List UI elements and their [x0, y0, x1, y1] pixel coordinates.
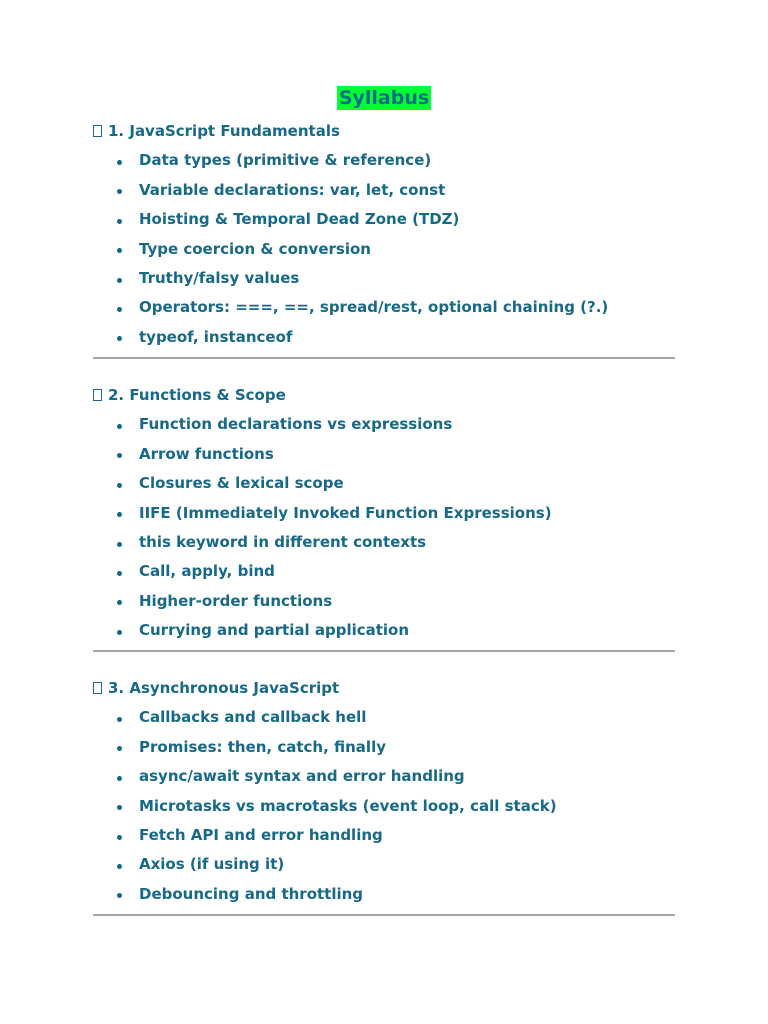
bullet-icon	[117, 600, 122, 605]
section-heading-label: 1. JavaScript Fundamentals	[108, 122, 340, 140]
section-heading	[93, 679, 675, 697]
missing-glyph-box-icon	[93, 389, 102, 401]
list-item	[93, 756, 675, 785]
list-item	[93, 316, 675, 345]
bullet-icon	[117, 630, 122, 635]
section-divider	[93, 914, 675, 916]
bullet-icon	[117, 893, 122, 898]
list-item	[93, 522, 675, 551]
title-wrap	[0, 86, 768, 110]
list-item-text: Data types (primitive & reference)	[139, 151, 432, 170]
list-item-text: typeof, instanceof	[139, 327, 293, 346]
item-list	[93, 140, 675, 346]
bullet-icon	[117, 746, 122, 751]
section-heading	[93, 122, 675, 140]
bullet-icon	[117, 864, 122, 869]
section-functions-scope	[93, 386, 675, 639]
section-heading-label: 2. Functions & Scope	[108, 386, 286, 404]
list-item-text: Axios (if using it)	[139, 855, 285, 874]
list-item-text: async/await syntax and error handling	[139, 767, 465, 786]
bullet-icon	[117, 307, 122, 312]
section-heading	[93, 386, 675, 404]
list-item-text: Microtasks vs macrotasks (event loop, call stack)	[139, 796, 557, 815]
list-item-text: Promises: then, catch, finally	[139, 737, 386, 756]
bullet-icon	[117, 219, 122, 224]
list-item	[93, 551, 675, 580]
bullet-icon	[117, 542, 122, 547]
section-javascript-fundamentals	[93, 122, 675, 346]
list-item-text: Closures & lexical scope	[139, 474, 344, 493]
list-item-text: Fetch API and error handling	[139, 825, 383, 844]
bullet-icon	[117, 776, 122, 781]
list-item-text: Variable declarations: var, let, const	[139, 180, 446, 199]
list-item-text: Operators: ===, ==, spread/rest, optional chaining (?.)	[139, 298, 609, 317]
bullet-icon	[117, 835, 122, 840]
bullet-icon	[117, 512, 122, 517]
list-item-text: Debouncing and throttling	[139, 884, 364, 903]
bullet-icon	[117, 278, 122, 283]
list-item-text: IIFE (Immediately Invoked Function Expressions)	[139, 503, 552, 522]
list-item-text: Call, apply, bind	[139, 562, 275, 581]
list-item	[93, 785, 675, 814]
bullet-icon	[117, 248, 122, 253]
bullet-icon	[117, 453, 122, 458]
list-item-text: Hoisting & Temporal Dead Zone (TDZ)	[139, 210, 460, 229]
list-item	[93, 726, 675, 755]
list-item-text: Truthy/falsy values	[139, 268, 300, 287]
missing-glyph-box-icon	[93, 682, 102, 694]
list-item	[93, 433, 675, 462]
list-item-text: Type coercion & conversion	[139, 239, 371, 258]
item-list	[93, 404, 675, 639]
list-item	[93, 815, 675, 844]
bullet-icon	[117, 571, 122, 576]
section-divider	[93, 357, 675, 359]
list-item-text: this keyword in different contexts	[139, 532, 427, 551]
list-item	[93, 140, 675, 169]
list-item	[93, 463, 675, 492]
bullet-icon	[117, 483, 122, 488]
bullet-icon	[117, 336, 122, 341]
list-item	[93, 492, 675, 521]
list-item	[93, 199, 675, 228]
list-item-text: Currying and partial application	[139, 621, 410, 640]
section-divider	[93, 650, 675, 652]
list-item	[93, 287, 675, 316]
list-item	[93, 404, 675, 433]
list-item	[93, 873, 675, 902]
missing-glyph-box-icon	[93, 125, 102, 137]
item-list	[93, 697, 675, 903]
list-item	[93, 580, 675, 609]
bullet-icon	[117, 189, 122, 194]
section-heading-label: 3. Asynchronous JavaScript	[108, 679, 340, 697]
list-item	[93, 169, 675, 198]
list-item-text: Callbacks and callback hell	[139, 708, 367, 727]
bullet-icon	[117, 805, 122, 810]
list-item	[93, 228, 675, 257]
bullet-icon	[117, 717, 122, 722]
list-item	[93, 610, 675, 639]
list-item-text: Higher-order functions	[139, 591, 333, 610]
list-item-text: Arrow functions	[139, 444, 274, 463]
section-asynchronous-javascript	[93, 679, 675, 903]
list-item	[93, 697, 675, 726]
bullet-icon	[117, 424, 122, 429]
bullet-icon	[117, 160, 122, 165]
list-item	[93, 844, 675, 873]
list-item-text: Function declarations vs expressions	[139, 415, 453, 434]
list-item	[93, 258, 675, 287]
page-title: Syllabus	[338, 87, 430, 109]
